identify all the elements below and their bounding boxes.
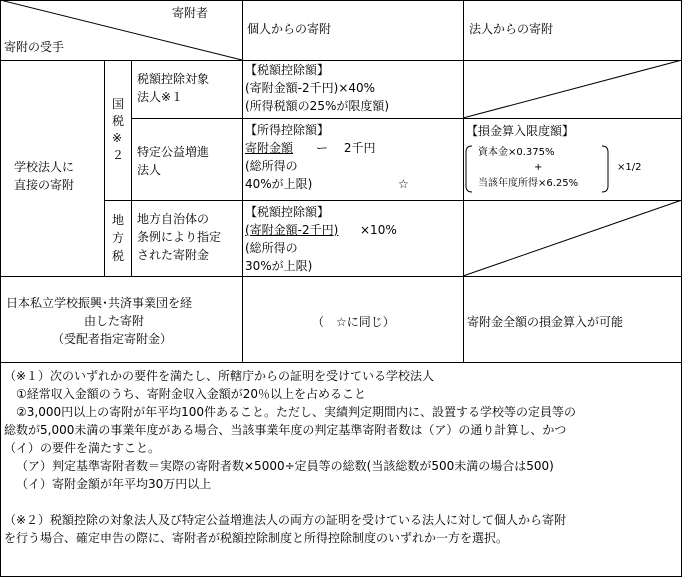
note1-item2-cont2: （イ）の要件を満たすこと。 <box>4 441 161 455</box>
local-tax-label-2: 方 <box>112 231 125 245</box>
tax-credit-individual-formula: (寄附金額-2千円)×40% <box>245 81 376 95</box>
special-public-category-line2: 法人 <box>137 163 162 177</box>
local-gov-individual-limit-line1: (総所得の <box>245 241 298 255</box>
school-direct-label-line2: 直接の寄附 <box>14 178 75 192</box>
promotion-corp-label-line3: （受配者指定寄附金） <box>52 332 173 346</box>
local-gov-individual-amount: (寄附金額-2千円) <box>245 223 339 237</box>
special-public-corporate-title: 【損金算入限度額】 <box>466 124 575 138</box>
special-public-corporate-plus: + <box>534 162 543 173</box>
local-tax-label-1: 地 <box>112 213 125 227</box>
local-gov-category-line2: 条例により指定 <box>137 230 222 244</box>
national-tax-label-3: ※ <box>112 131 123 145</box>
column-header-individual: 個人からの寄附 <box>247 22 332 36</box>
note1-item1: ①経常収入金額のうち、寄附金収入金額が20％以上を占めること <box>16 387 367 401</box>
note1-formula-b: （イ）寄附金額が年平均30万円以上 <box>16 477 212 491</box>
national-tax-label-1: 国 <box>112 97 125 111</box>
special-public-individual-limit-line2: 40%が上限) <box>245 177 313 191</box>
promotion-individual-text: （ ☆に同じ） <box>312 315 395 329</box>
note1-title: （※１）次のいずれかの要件を満たし、所轄庁からの証明を受けている学校法人 <box>4 369 435 383</box>
column-header-corporate: 法人からの寄附 <box>469 22 554 36</box>
header-recipient-label: 寄附の受手 <box>4 40 65 54</box>
tax-credit-individual-limit: (所得税額の25%が限度額) <box>245 99 390 113</box>
special-public-individual-minus: ー 2千円 <box>316 141 376 155</box>
local-gov-individual-limit-line2: 30%が上限) <box>245 259 313 273</box>
local-tax-label-3: 税 <box>112 249 125 263</box>
local-gov-category-line1: 地方自治体の <box>137 212 210 226</box>
note1-formula-a: （ア）判定基準寄附者数＝実際の寄附者数×5000÷定員等の総数(当該総数が500未満の場合は500) <box>16 459 554 473</box>
star-mark: ☆ <box>398 177 409 191</box>
national-tax-label-2: 税 <box>112 114 125 128</box>
local-gov-category-line3: された寄附金 <box>137 248 210 262</box>
local-gov-individual-title: 【税額控除額】 <box>245 205 330 219</box>
note2-line1: （※２）税額控除の対象法人及び特定公益増進法人の両方の証明を受けている法人に対して個人から寄附 <box>4 513 567 527</box>
school-direct-label-line1: 学校法人に <box>14 160 75 174</box>
note1-item2-cont1: 総数が5,000未満の事業年度がある場合、当該事業年度の判定基準寄附者数は（ア）の通り計算し、かつ <box>4 423 567 437</box>
header-donor-label: 寄附者 <box>172 6 209 20</box>
promotion-corporate-text: 寄附金全額の損金算入が可能 <box>467 315 624 329</box>
special-public-corporate-capital: 資本金×0.375% <box>478 147 555 158</box>
tax-credit-category-line2: 法人※１ <box>137 90 184 104</box>
special-public-corporate-income: 当該年度所得×6.25% <box>478 178 579 189</box>
local-gov-individual-rate: ×10% <box>360 223 397 237</box>
note1-item2: ②3,000円以上の寄附が年平均100件あること。ただし、実績判定期間内に、設置する学校等の定員等の <box>16 405 577 419</box>
promotion-corp-label-line2: 由した寄附 <box>84 314 145 328</box>
tax-credit-individual-title: 【税額控除額】 <box>245 63 330 77</box>
special-public-individual-title: 【所得控除額】 <box>245 123 330 137</box>
tax-credit-category-line1: 税額控除対象 <box>137 72 210 86</box>
note2-line2: を行う場合、確定申告の際に、寄附者が税額控除制度と所得控除制度のいずれか一方を選択。 <box>4 531 509 545</box>
special-public-corporate-factor: ×1/2 <box>617 162 642 173</box>
promotion-corp-label-line1: 日本私立学校振興･共済事業団を経 <box>6 296 193 310</box>
national-tax-label-4: ２ <box>112 148 125 162</box>
special-public-individual-amount: 寄附金額 <box>245 141 294 155</box>
special-public-individual-limit-line1: (総所得の <box>245 159 298 173</box>
special-public-category-line1: 特定公益増進 <box>137 145 210 159</box>
